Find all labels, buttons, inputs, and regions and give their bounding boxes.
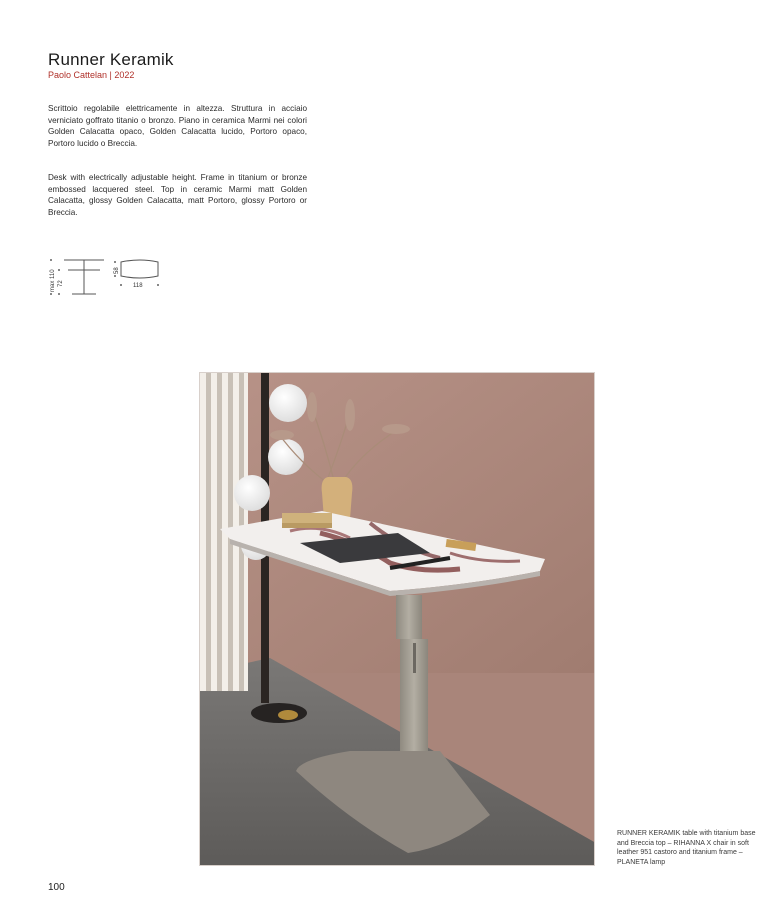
photo-caption: RUNNER KERAMIK table with titanium base and Breccia top – RIHANNA X chair in soft leather 951 castoro and titanium frame – PLANETA lamp bbox=[617, 830, 756, 866]
dimension-drawings bbox=[44, 252, 174, 302]
dim-height-min: 72 bbox=[58, 280, 64, 287]
dim-width: 118 bbox=[133, 283, 143, 289]
page-number: 100 bbox=[48, 882, 65, 893]
dim-height-max: max 110 bbox=[50, 269, 56, 292]
description-english: Desk with electrically adjustable height. Frame in titanium or bronze embossed lacquered steel. Top in ceramic Marmi matt Golden Calacatta, glossy Golden Calacatta, matt Portoro, glossy Portoro or Breccia. bbox=[48, 173, 307, 217]
product-title: Runner Keramik bbox=[48, 50, 174, 69]
plan-view-drawing bbox=[121, 260, 158, 278]
product-photo bbox=[199, 372, 595, 866]
designer-year: Paolo Cattelan | 2022 bbox=[48, 70, 135, 80]
description-italian: Scrittoio regolabile elettricamente in altezza. Struttura in acciaio verniciato goffrato titanio o bronzo. Piano in ceramica Marmi nei colori Golden Calacatta opaco, Golden Calacatta lucido, Portoro opaco, Portoro lucido o Breccia. bbox=[48, 104, 307, 148]
side-elevation-drawing bbox=[64, 260, 104, 294]
dim-depth: 58 bbox=[114, 267, 120, 274]
